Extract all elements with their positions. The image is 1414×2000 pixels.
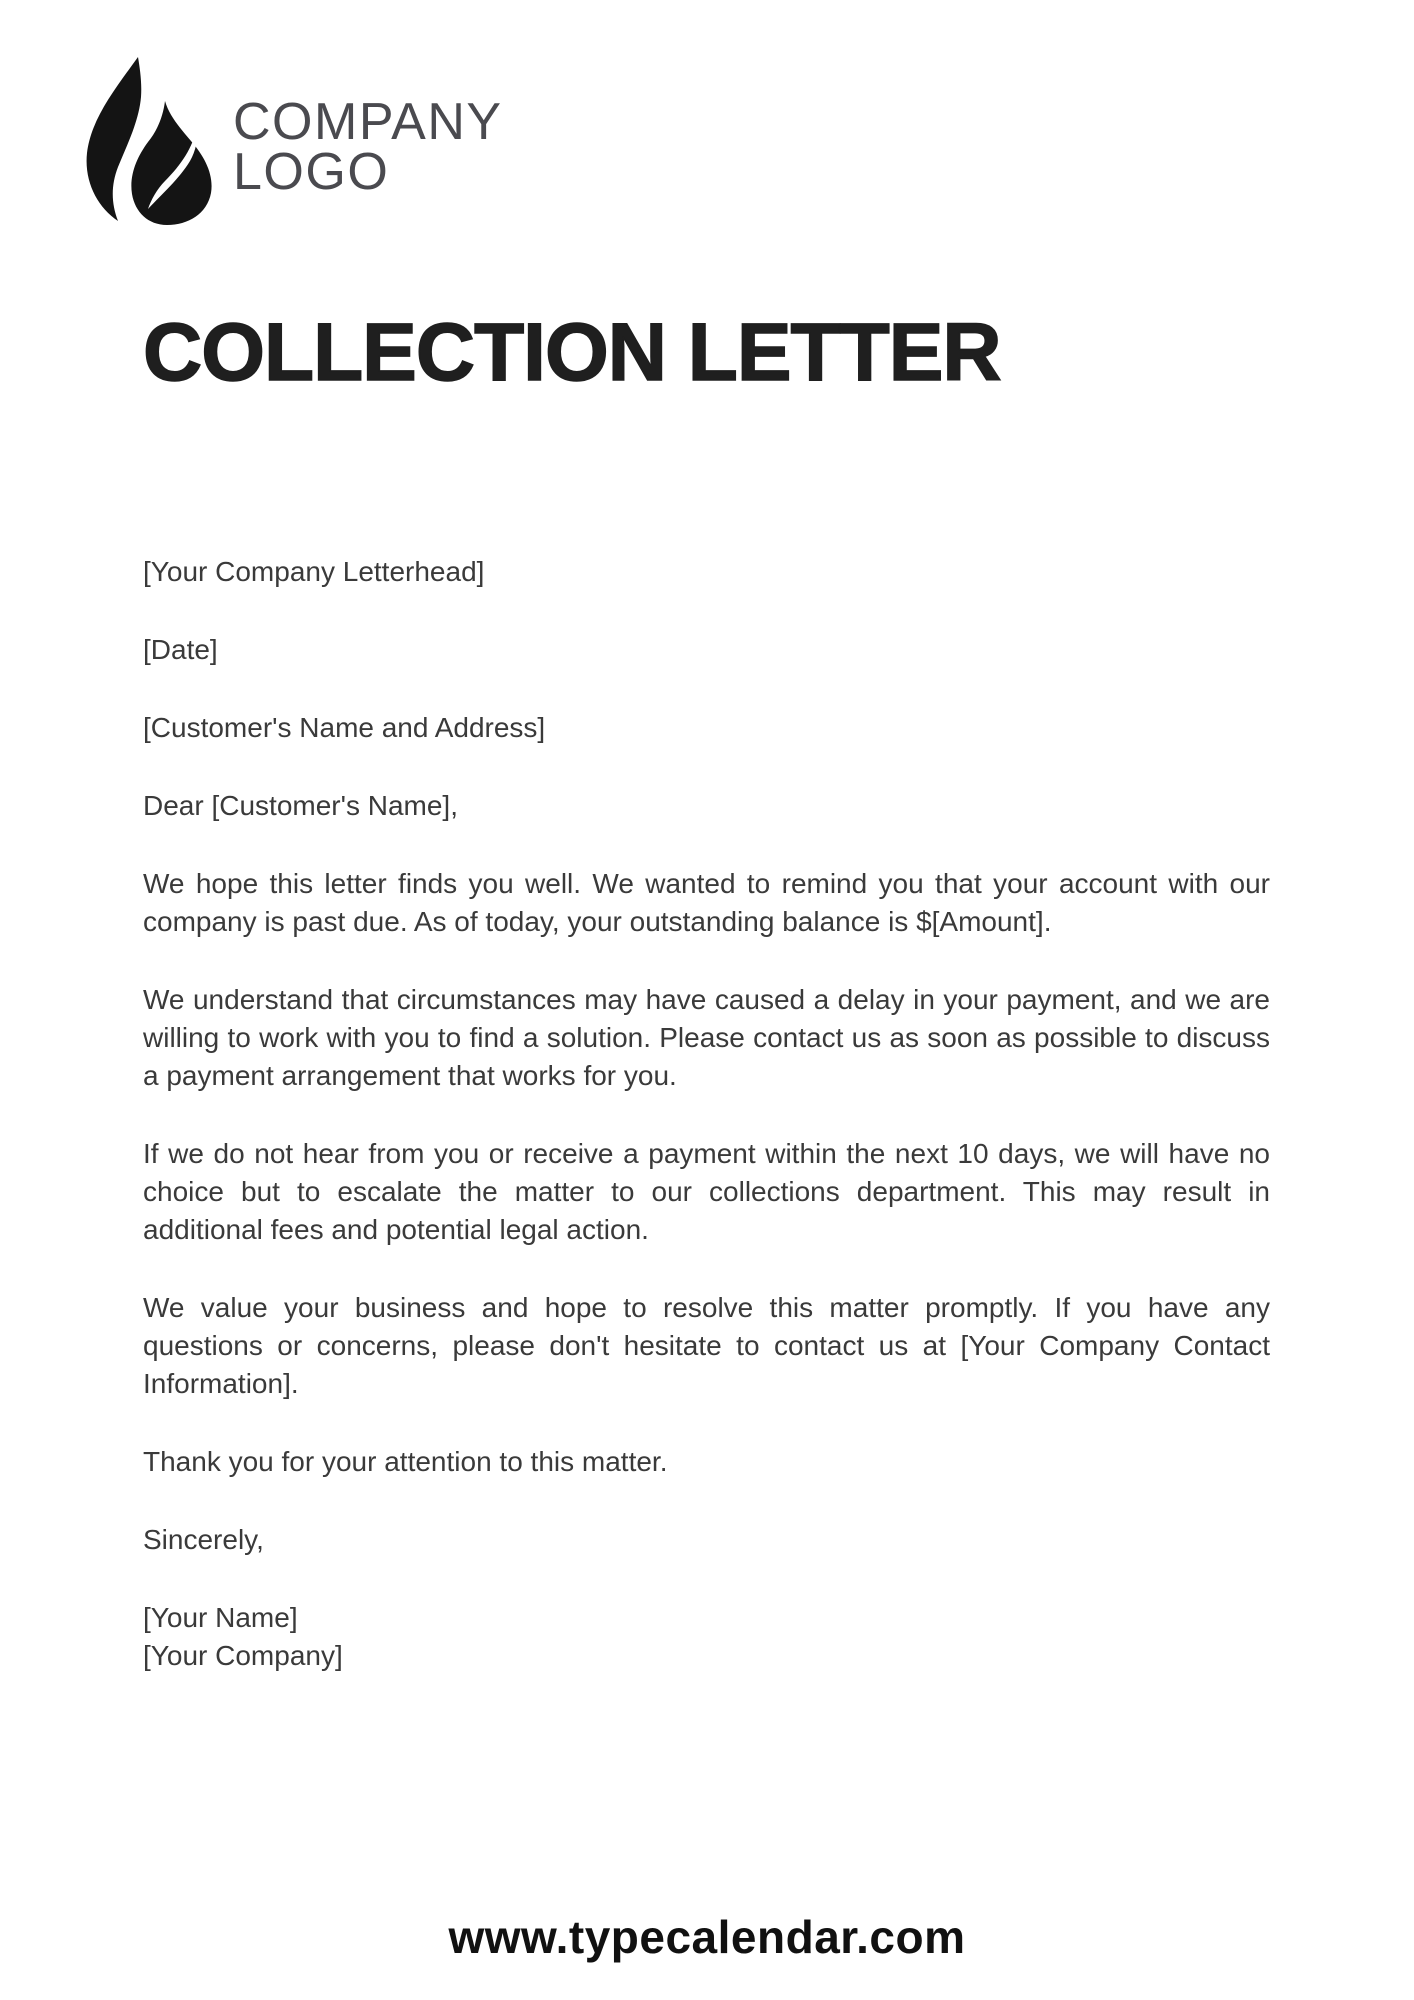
flame-logo-icon bbox=[85, 57, 215, 225]
paragraph-contact-info: We value your business and hope to resolve this matter promptly. If you have any questions or concerns, please don't hesitate to contact us at [Your Company Contact Information]. bbox=[143, 1292, 1270, 1399]
recipient-placeholder: [Customer's Name and Address] bbox=[143, 712, 546, 743]
logo-wordmark bbox=[233, 57, 503, 201]
salutation: Dear [Customer's Name], bbox=[143, 790, 458, 821]
signature-block bbox=[143, 1599, 1270, 1675]
letter-body bbox=[0, 553, 1414, 1675]
company-logo bbox=[0, 0, 1414, 225]
footer-url: www.typecalendar.com bbox=[448, 1911, 966, 1963]
closing-signoff: Sincerely, bbox=[143, 1524, 264, 1555]
closing-thanks: Thank you for your attention to this matter. bbox=[143, 1446, 668, 1477]
footer bbox=[0, 1912, 1414, 1962]
paragraph-work-with-you: We understand that circumstances may have caused a delay in your payment, and we are willing to work with you to find a solution. Please contact us as soon as possible to discuss a payment arrangement that works for you. bbox=[143, 984, 1270, 1091]
signature-name-placeholder: [Your Name] bbox=[143, 1602, 298, 1633]
date-placeholder: [Date] bbox=[143, 634, 218, 665]
logo-wordmark-line1: COMPANY bbox=[233, 93, 503, 151]
signature-company-placeholder: [Your Company] bbox=[143, 1640, 343, 1671]
page-title: COLLECTION LETTER bbox=[143, 307, 1001, 398]
letterhead-placeholder: [Your Company Letterhead] bbox=[143, 556, 485, 587]
paragraph-escalation-warning: If we do not hear from you or receive a payment within the next 10 days, we will have no choice but to escalate the matter to our collections department. This may result in additional fees and potential legal action. bbox=[143, 1138, 1270, 1245]
logo-wordmark-line2: LOGO bbox=[233, 143, 390, 201]
paragraph-past-due: We hope this letter finds you well. We wanted to remind you that your account with our company is past due. As of today, your outstanding balance is $[Amount]. bbox=[143, 868, 1270, 937]
